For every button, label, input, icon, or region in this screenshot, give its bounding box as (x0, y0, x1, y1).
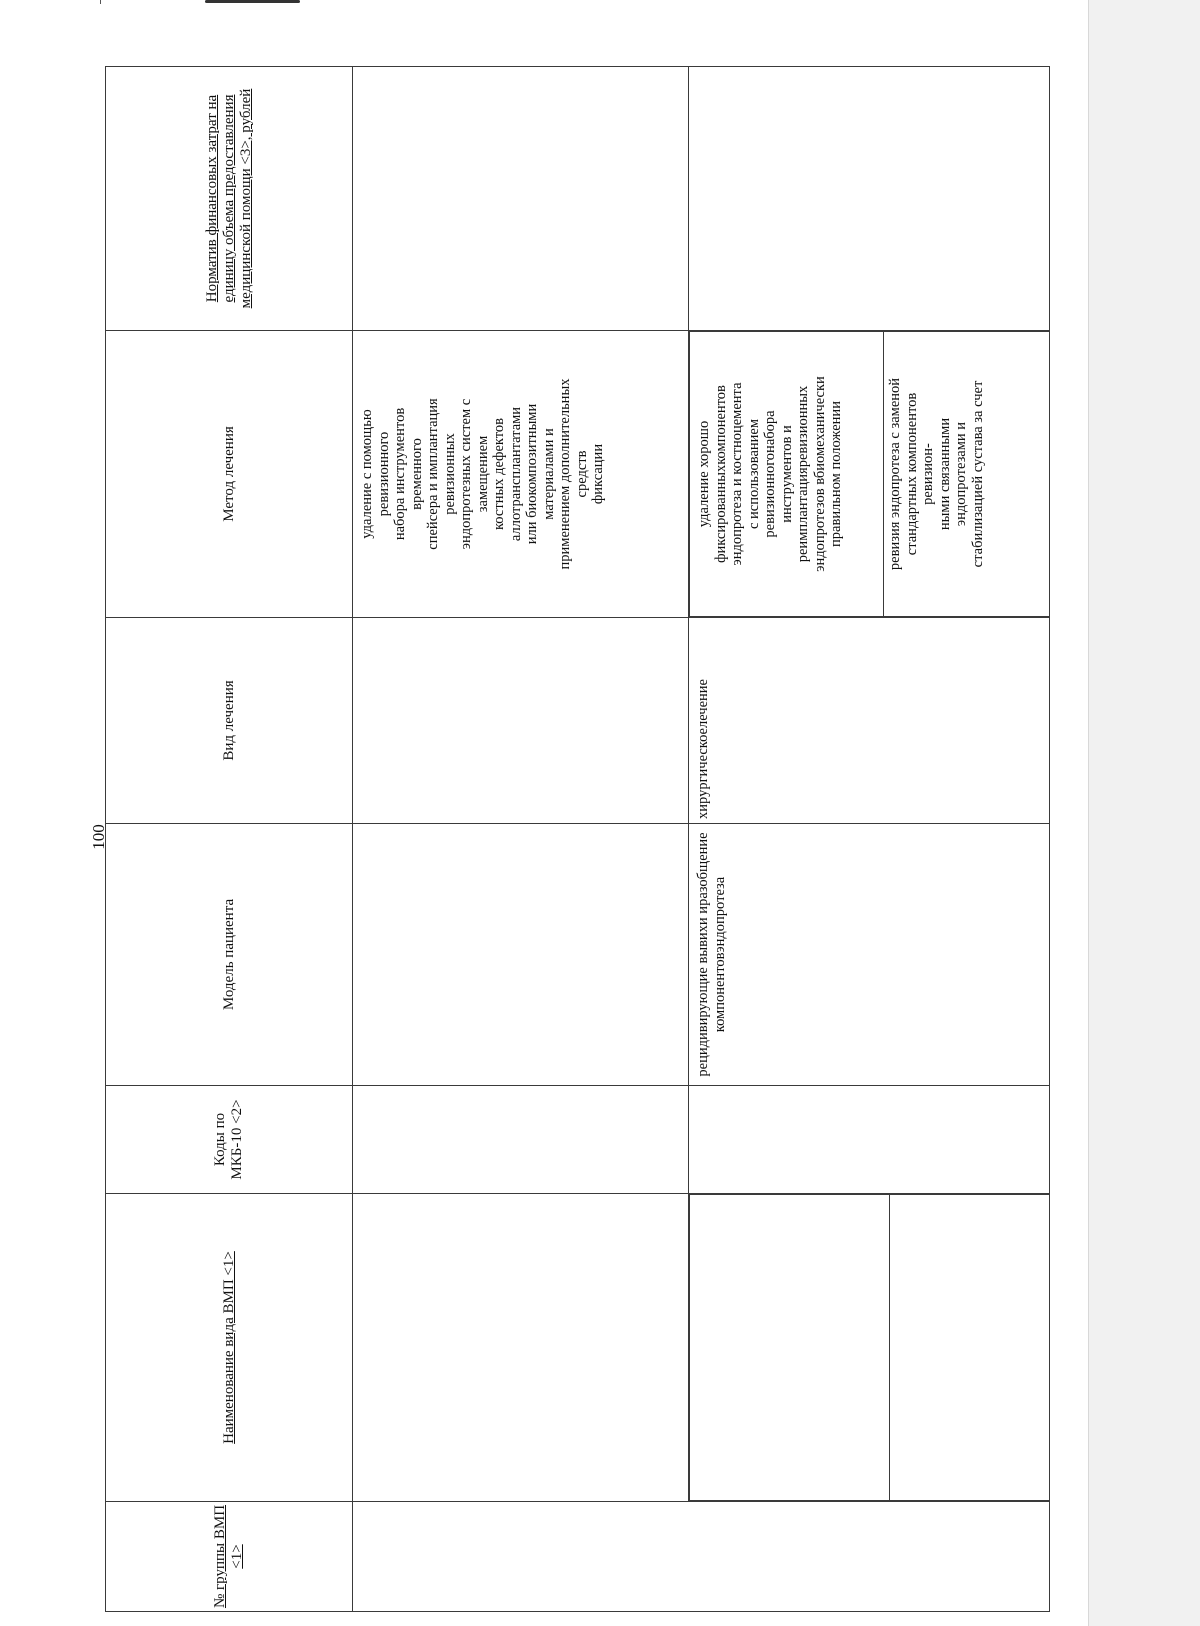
method-line: спейсера и имплантация (425, 398, 441, 550)
header-name (106, 1194, 353, 1502)
cell-type (689, 618, 1050, 824)
method-line: инструментов и (778, 425, 795, 523)
method-line: материалами и (540, 428, 557, 520)
header-norm (106, 67, 353, 331)
method-line: фиксации (590, 443, 606, 505)
header-model (106, 824, 353, 1086)
method-split (689, 331, 1049, 617)
cell-codes (689, 1086, 1050, 1194)
header-codes-label: Коды по МКБ-10 <2> (212, 1099, 245, 1180)
page-number: 100 (89, 824, 108, 850)
scan-tick (100, 0, 101, 4)
header-group (106, 1502, 353, 1612)
header-row (106, 67, 353, 1612)
cell-method (353, 331, 689, 618)
scan-mark (205, 0, 300, 3)
method-line: реимплантацияревизионных (795, 385, 811, 563)
cell-name (689, 1194, 1050, 1502)
method-line: эндопротезных систем с (458, 398, 474, 550)
method-line: эндопротеза и костноцемента (729, 382, 745, 566)
method-subcell-a (690, 332, 884, 617)
cell-codes (353, 1086, 689, 1194)
method-line: аллотрансплантатами (507, 406, 524, 542)
cell-type (353, 618, 689, 824)
method-line: с использованием (745, 418, 762, 530)
method-line: фиксированныхкомпонентов (712, 385, 729, 563)
header-type (106, 618, 353, 824)
method-line: ревизионного (375, 431, 392, 517)
method-line: применением дополнительных (557, 378, 573, 570)
header-type-label: Вид лечения (220, 680, 237, 761)
name-subcell (890, 1195, 1050, 1501)
method-line: ревизионногонабора (762, 410, 778, 538)
rotated-page (89, 67, 1050, 1612)
header-name-label: Наименование вида ВМП <1> (220, 1251, 237, 1444)
header-method-label: Метод лечения (220, 426, 237, 522)
type-text: хирургическоелечение (695, 679, 711, 819)
cell-model (689, 824, 1050, 1086)
method-line: временного (408, 438, 425, 510)
page-edge-margin (1088, 0, 1200, 1626)
model-text: рецидивирующие вывихи иразобщение компонентовэндопротеза (695, 832, 728, 1077)
method-line: или биокомпозитными (524, 403, 540, 545)
method-line: ревизия эндопротеза с заменой (887, 377, 903, 571)
method-line: костных дефектов (491, 418, 507, 530)
method-line: ревизионных (441, 433, 458, 515)
cell-norm (689, 67, 1050, 331)
cell-group (353, 1502, 1050, 1612)
vmp-table (105, 66, 1050, 1612)
name-split (689, 1194, 1049, 1501)
method-line: средств (573, 450, 590, 498)
cell-norm (353, 67, 689, 331)
method-line: стандартных компонентов (903, 392, 920, 556)
method-line: эндопротезов вбиомеханически (811, 376, 828, 572)
table-row (353, 67, 689, 1612)
method-line: стабилизацией сустава за счет (969, 380, 986, 568)
method-line: удаление с помощью (359, 409, 375, 539)
cell-method (689, 331, 1050, 618)
header-norm-label: Норматив финансовых затрат на единицу объема предоставления медицинской помощи <3>, рублей (203, 88, 254, 309)
cell-model (353, 824, 689, 1086)
method-line: ными связанными (936, 417, 953, 531)
method-line: эндопротезами и (953, 421, 969, 527)
method-line: набора инструментов (392, 407, 408, 541)
method-line: правильном положении (828, 401, 844, 547)
header-model-label: Модель пациента (220, 898, 237, 1011)
name-subcell (690, 1195, 890, 1501)
method-line: удаление хорошо (696, 420, 712, 528)
header-codes (106, 1086, 353, 1194)
method-subcell-b (884, 332, 1050, 617)
method-line: ревизион- (920, 443, 936, 505)
table-row (689, 67, 1050, 1612)
cell-name (353, 1194, 689, 1502)
header-method (106, 331, 353, 618)
header-group-label: № группы ВМП <1> (212, 1504, 245, 1609)
method-line: замещением (474, 435, 491, 513)
